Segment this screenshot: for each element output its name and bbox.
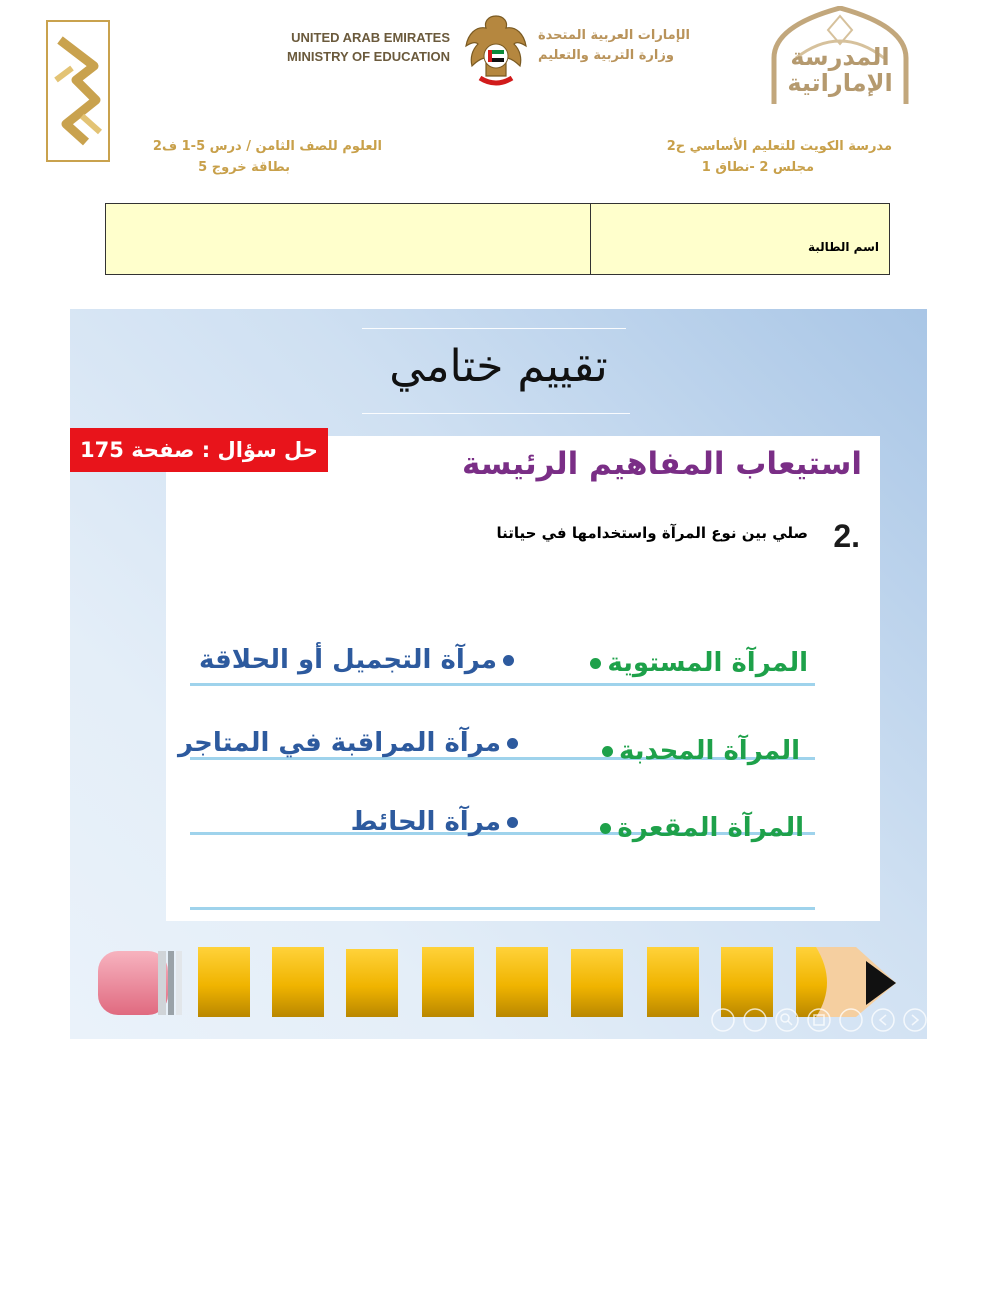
school-logo-text-1: المدرسة xyxy=(790,43,890,71)
uae-ministry-arabic xyxy=(538,26,722,66)
student-name-table xyxy=(105,203,890,275)
title-top-rule xyxy=(362,328,626,329)
assessment-slide xyxy=(70,309,927,1039)
mirror-type-concave[interactable] xyxy=(594,813,804,843)
mirror-type-plane-label: المرآة المستوية xyxy=(607,648,808,678)
slideshow-controls[interactable] xyxy=(710,1006,927,1034)
row-rule-4 xyxy=(190,907,815,910)
mirror-use-makeup-label: مرآة التجميل أو الحلاقة xyxy=(199,645,497,675)
uae-en-line2: MINISTRY OF EDUCATION xyxy=(287,49,450,64)
course-info xyxy=(140,136,382,178)
uae-ministry-english xyxy=(268,28,450,66)
left-logo-icon xyxy=(46,20,110,162)
match-dot-icon xyxy=(507,738,518,749)
mirror-use-surveillance-label: مرآة المراقبة في المتاجر xyxy=(177,728,501,758)
mirror-type-concave-label: المرآة المقعرة xyxy=(617,813,804,843)
question-text: صلي بين نوع المرآة واستخدامها في حياتنا xyxy=(496,524,808,542)
match-dot-icon xyxy=(600,823,611,834)
school-info xyxy=(650,136,892,178)
council-zone: مجلس 2 -نطاق 1 xyxy=(701,160,814,175)
question-card xyxy=(166,436,880,921)
page-reference-badge: حل سؤال : صفحة 175 xyxy=(70,428,328,472)
mirror-use-wall-label: مرآة الحائط xyxy=(350,807,501,837)
uae-ar-line1: الإمارات العربية المتحدة xyxy=(538,28,690,43)
mirror-use-makeup[interactable] xyxy=(199,645,520,675)
row-rule-1 xyxy=(190,683,815,686)
match-dot-icon xyxy=(503,655,514,666)
uae-emblem-icon xyxy=(462,12,530,92)
match-dot-icon xyxy=(507,817,518,828)
uae-en-line1: UNITED ARAB EMIRATES xyxy=(291,30,450,45)
exit-card-label: بطاقة خروج 5 xyxy=(198,160,290,175)
card-title: استيعاب المفاهيم الرئيسة xyxy=(462,446,862,482)
school-name: مدرسة الكويت للتعليم الأساسي ح2 xyxy=(666,139,892,154)
student-name-label: اسم الطالبة xyxy=(808,240,879,254)
uae-ar-line2: وزارة التربية والتعليم xyxy=(538,48,674,63)
mirror-type-convex-label: المرآة المحدبة xyxy=(619,736,800,766)
table-divider xyxy=(590,204,591,274)
title-bottom-rule xyxy=(362,413,630,414)
student-name-field[interactable] xyxy=(106,204,590,274)
question-number: 2. xyxy=(833,518,860,554)
slide-title: تقييم ختامي xyxy=(389,341,608,392)
school-logo-text-2: الإماراتية xyxy=(787,69,893,97)
mirror-type-plane[interactable] xyxy=(584,648,808,678)
school-logo-text xyxy=(756,44,924,104)
mirror-type-convex[interactable] xyxy=(596,736,800,766)
mirror-use-wall[interactable] xyxy=(351,807,524,837)
course-lesson: العلوم للصف الثامن / درس 5-1 ف2 xyxy=(152,139,382,154)
match-dot-icon xyxy=(602,746,613,757)
mirror-use-surveillance[interactable] xyxy=(178,728,524,758)
match-dot-icon xyxy=(590,658,601,669)
